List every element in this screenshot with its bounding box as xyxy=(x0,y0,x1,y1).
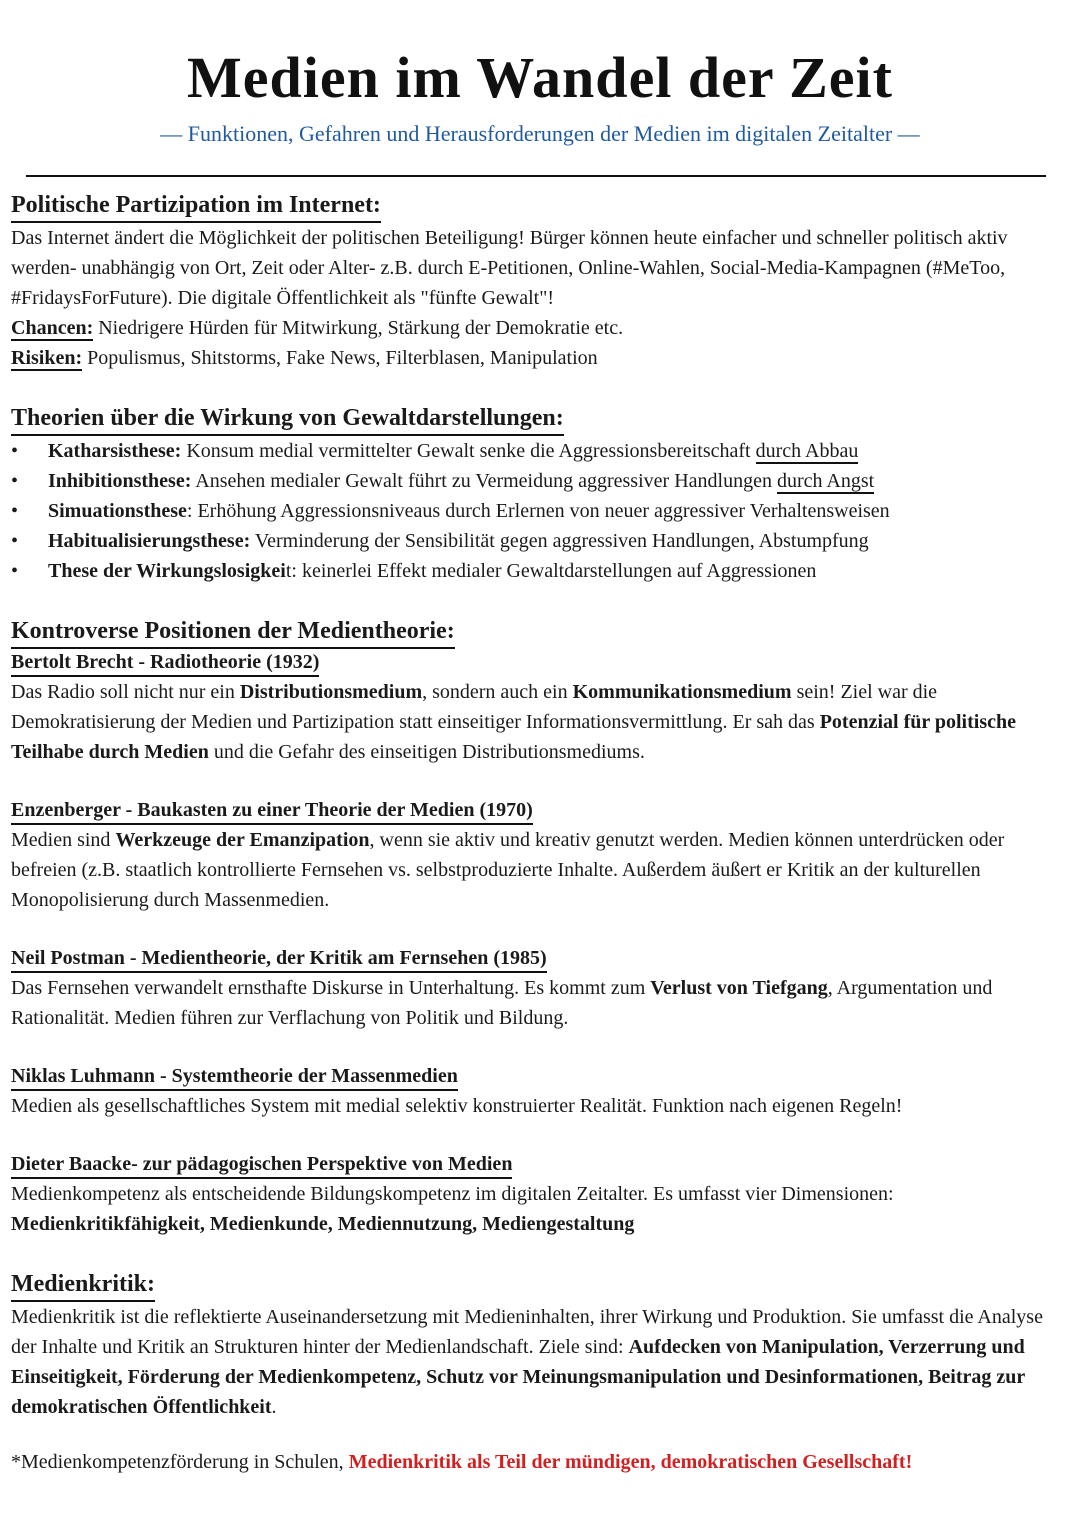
spacer xyxy=(11,586,1073,616)
list-item xyxy=(11,526,1073,556)
heading-theorien: Theorien über die Wirkung von Gewaltdarstellungen: xyxy=(11,403,564,436)
text-run: , Argumentation und Rationalität. Medien führen zur Verflachung von Politik und Bildung. xyxy=(11,977,993,1029)
theory-label: Habitualisierungsthese: xyxy=(48,530,251,552)
page-title: Medien im Wandel der Zeit xyxy=(187,45,893,110)
spacer xyxy=(11,373,1073,403)
heading-luhmann: Niklas Luhmann - Systemtheorie der Massenmedien xyxy=(11,1063,458,1091)
theorien-list xyxy=(11,436,1073,586)
text-run: und die Gefahr des einseitigen Distributionsmediums. xyxy=(208,741,645,763)
text-run: , wenn sie aktiv und kreativ genutzt werden. Medien können unterdrücken oder befreien (z.B. staatlich kontrollierte Fernsehen vs. selbstproduzierte Inhalte. Außerdem äußert er Kritik an der kulturellen Monopolisierung durch Massenmedien. xyxy=(11,829,1005,911)
footer-note xyxy=(11,1447,1073,1477)
page-subtitle: — Funktionen, Gefahren und Herausforderungen der Medien im digitalen Zeitalter — xyxy=(160,121,920,146)
bullet-icon: • xyxy=(11,560,19,582)
chancen-text: Niedrigere Hürden für Mitwirkung, Stärkung der Demokratie etc. xyxy=(93,317,624,339)
theory-underlined: durch Angst xyxy=(776,470,875,492)
title-divider xyxy=(26,175,1046,177)
bold-run: Distributionsmedium xyxy=(239,681,423,703)
theory-text: Verminderung der Sensibilität gegen aggressiven Handlungen, Abstumpfung xyxy=(250,530,869,552)
section-partizipation xyxy=(11,190,1073,373)
text-run: , sondern auch ein xyxy=(422,681,573,703)
heading-partizipation: Politische Partizipation im Internet: xyxy=(11,190,381,223)
section-theorien xyxy=(11,403,1073,586)
bullet-icon: • xyxy=(11,500,19,522)
heading-baacke: Dieter Baacke- zur pädagogischen Perspektive von Medien xyxy=(11,1151,512,1179)
bold-run: Aufdecken von Manipulation, Verzerrung und Einseitigkeit, Förderung der Medienkompetenz, Schutz vor Meinungsmanipulation und Desinformationen, Beitrag zur demokratischen Öffentlichkeit xyxy=(11,1336,1025,1418)
brecht-text xyxy=(11,677,1073,767)
theory-underlined: durch Abbau xyxy=(755,440,859,462)
heading-kontrovers: Kontroverse Positionen der Medientheorie: xyxy=(11,616,455,649)
spacer xyxy=(11,1422,1073,1447)
text-run: *Medienkompetenzförderung in Schulen, xyxy=(11,1451,349,1473)
text-run: Das Radio soll nicht nur ein xyxy=(11,681,240,703)
text-run: Medienkritik ist die reflektierte Auseinandersetzung mit Medieninhalten, ihrer Wirkung und Produktion. Sie umfasst die Analyse der Inhalte und Kritik an Strukturen hinter der Medienlandschaft. Ziele sind: xyxy=(11,1306,1043,1358)
section-medienkritik xyxy=(11,1269,1073,1422)
chancen-line xyxy=(11,313,1073,343)
medienkritik-text xyxy=(11,1302,1073,1422)
baacke-dimensions xyxy=(11,1209,1073,1239)
luhmann-text: Medien als gesellschaftliches System mit medial selektiv konstruierter Realität. Funktion nach eigenen Regeln! xyxy=(11,1095,903,1117)
spacer xyxy=(11,1121,1073,1151)
text-run: sein! Ziel war die Demokratisierung der Medien und Partizipation statt einseitiger Informationsvermittlung. Er sah das xyxy=(11,681,938,733)
risiken-label: Risiken: xyxy=(11,347,83,369)
theory-label: These der Wirkungslosigkei xyxy=(48,560,286,582)
spacer xyxy=(11,1033,1073,1063)
enzenberger-text xyxy=(11,825,1073,915)
list-item xyxy=(11,556,1073,586)
spacer xyxy=(11,1239,1073,1269)
text-run: Das Fernsehen verwandelt ernsthafte Diskurse in Unterhaltung. Es kommt zum xyxy=(11,977,651,999)
bold-run: Werkzeuge der Emanzipation xyxy=(115,829,370,851)
bold-run: Medienkritikfähigkeit, Medienkunde, Mediennutzung, Mediengestaltung xyxy=(11,1213,635,1235)
chancen-label: Chancen: xyxy=(11,317,94,339)
document-body xyxy=(11,190,1073,1477)
theory-text: : Erhöhung Aggressionsniveaus durch Erlernen von neuer aggressiver Verhaltensweisen xyxy=(186,500,890,522)
bold-run: Kommunikationsmedium xyxy=(572,681,792,703)
theory-text: Ansehen medialer Gewalt führt zu Vermeidung aggressiver Handlungen xyxy=(191,470,777,492)
bullet-icon: • xyxy=(11,470,19,492)
bullet-icon: • xyxy=(11,440,19,462)
risiken-line xyxy=(11,343,1073,373)
list-item xyxy=(11,496,1073,526)
bold-run: Verlust von Tiefgang xyxy=(650,977,828,999)
theory-label: Simuationsthese xyxy=(48,500,187,522)
list-item xyxy=(11,436,1073,466)
section-kontrovers xyxy=(11,616,1073,1239)
list-item xyxy=(11,466,1073,496)
heading-brecht: Bertolt Brecht - Radiotheorie (1932) xyxy=(11,649,319,677)
risiken-text: Populismus, Shitstorms, Fake News, Filterblasen, Manipulation xyxy=(82,347,598,369)
heading-enzenberger: Enzenberger - Baukasten zu einer Theorie der Medien (1970) xyxy=(11,797,533,825)
heading-postman: Neil Postman - Medientheorie, der Kritik am Fernsehen (1985) xyxy=(11,945,547,973)
theory-label: Katharsisthese: xyxy=(48,440,182,462)
bullet-icon: • xyxy=(11,530,19,552)
partizipation-text: Das Internet ändert die Möglichkeit der politischen Beteiligung! Bürger können heute einfacher und schneller politisch aktiv werden- unabhängig von Ort, Zeit oder Alter- z.B. durch E-Petitionen, Online-Wahlen, Social-Media-Kampagnen (#MeToo, #FridaysForFuture). Die digitale Öffentlichkeit als "fünfte Gewalt"! xyxy=(11,227,1008,309)
highlight-text: Medienkritik als Teil der mündigen, demokratischen Gesellschaft! xyxy=(348,1451,913,1473)
text-run: Medien sind xyxy=(11,829,116,851)
baacke-text: Medienkompetenz als entscheidende Bildungskompetenz im digitalen Zeitalter. Es umfasst vier Dimensionen: xyxy=(11,1183,894,1205)
theory-text: t: keinerlei Effekt medialer Gewaltdarstellungen auf Aggressionen xyxy=(285,560,817,582)
text-run: . xyxy=(271,1396,277,1418)
spacer xyxy=(11,767,1073,797)
bold-run: Potenzial für politische Teilhabe durch Medien xyxy=(11,711,1016,763)
theory-label: Inhibitionsthese: xyxy=(48,470,192,492)
heading-medienkritik: Medienkritik: xyxy=(11,1269,155,1302)
postman-text xyxy=(11,973,1073,1033)
theory-text: Konsum medial vermittelter Gewalt senke die Aggressionsbereitschaft xyxy=(181,440,756,462)
spacer xyxy=(11,915,1073,945)
